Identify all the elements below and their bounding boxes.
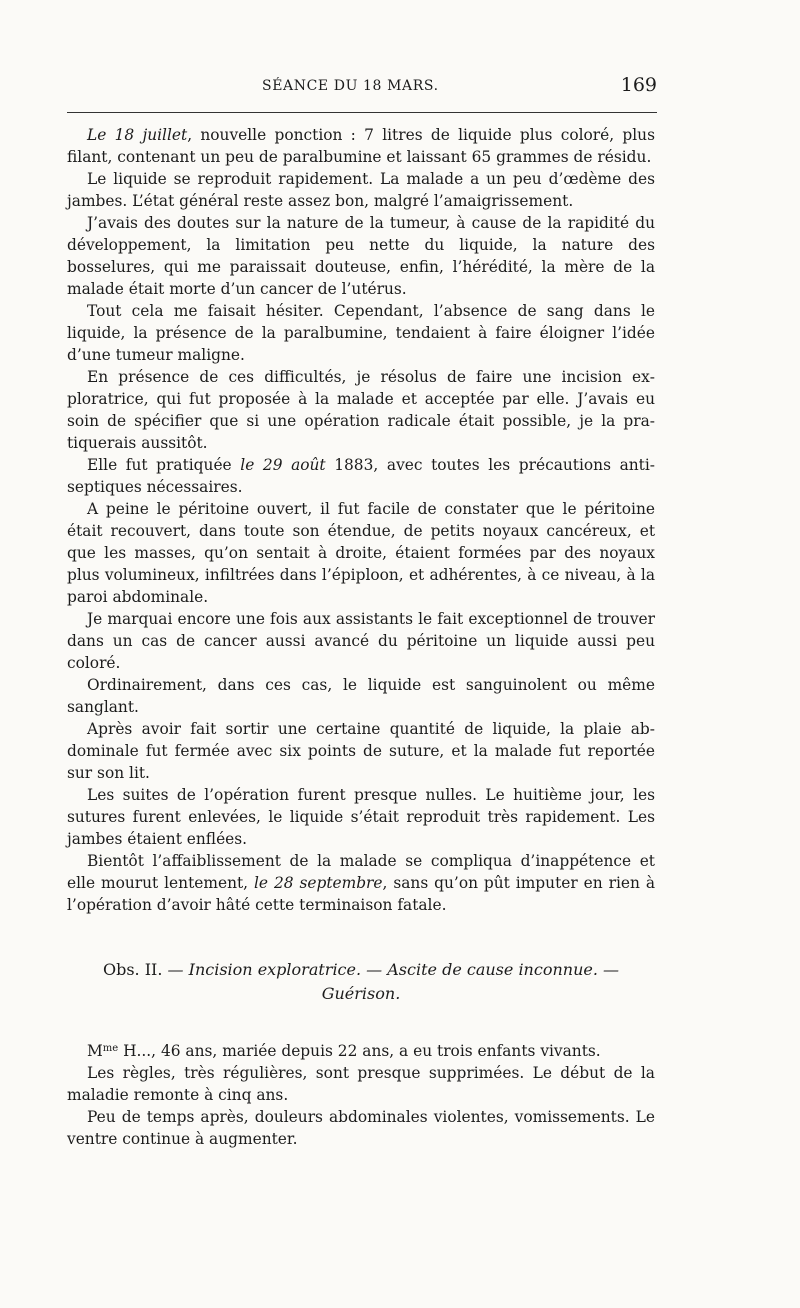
page-number: 169 xyxy=(620,74,657,96)
paragraph-text: Elle fut pratiquée xyxy=(87,456,241,474)
observation-label: Obs. II. xyxy=(102,960,163,979)
paragraph-ponction xyxy=(67,124,655,168)
page-header xyxy=(67,74,657,104)
paragraph-suites: Les suites de l’opération furent presque nulles. Le huitième jour, les sutures furent enlevées, le liquide s’était reproduit très rapidement. Les jambes étaient enflées. xyxy=(67,786,655,848)
paragraph-reproduction: Le liquide se reproduit rapidement. La malade a un peu d’œdème des jambes. L’état général reste assez bon, malgré l’amaigrissement. xyxy=(67,170,655,210)
case-paragraph-patient xyxy=(67,1040,655,1062)
paragraph-text: H..., 46 ans, mariée depuis 22 ans, a eu trois enfants vivants. xyxy=(118,1042,601,1060)
observation-heading xyxy=(67,958,655,1006)
paragraph-peritoine: A peine le péritoine ouvert, il fut facile de constater que le péritoine était recouvert, dans toute son étendue, de petits noyaux cancéreux, et que les masses, qu’on sentait à droite, étaient formées par des noyaux plus volumineux, infiltrées dans l’épiploon, et adhérentes, à ce niveau, à la paroi abdominale. xyxy=(67,500,655,606)
paragraph-doutes: J’avais des doutes sur la nature de la tumeur, à cause de la rapidité du développement, la limitation peu nette du liquide, la nature des bosselures, qui me paraissait douteuse, enfin, l’hérédité, la mère de la malade était morte d’un cancer de l’utérus. xyxy=(67,214,655,298)
paragraph-affaiblissement xyxy=(67,850,655,916)
case-paragraph-douleurs: Peu de temps après, douleurs abdominales violentes, vomissements. Le ventre continue à augmenter. xyxy=(67,1108,655,1148)
paragraph-pratiquee xyxy=(67,454,655,498)
date-29-aout: le 29 août xyxy=(240,456,326,474)
observation-title: — Incision exploratrice. — Ascite de cause inconnue. — xyxy=(167,960,620,979)
case-prefix-superscript: me xyxy=(102,1043,119,1054)
paragraph-text: 1883, avec toutes les précautions antiseptiques nécessaires. xyxy=(67,456,655,496)
document-body xyxy=(67,124,655,1150)
header-rule xyxy=(67,112,657,113)
paragraph-text: , nouvelle ponction : 7 litres de liquide plus coloré, plus filant, contenant un peu de paralbumine et laissant 65 grammes de résidu. xyxy=(67,126,655,166)
observation-subtitle: Guérison. xyxy=(321,984,401,1003)
date-28-septembre: le 28 septembre xyxy=(254,874,383,892)
case-prefix: M xyxy=(87,1042,103,1060)
running-head: SÉANCE DU 18 MARS. xyxy=(262,78,439,94)
paragraph-suture: Après avoir fait sortir une certaine quantité de liquide, la plaie abdominale fut fermée avec six points de suture, et la malade fut reportée sur son lit. xyxy=(67,720,655,782)
paragraph-assistants: Je marquai encore une fois aux assistants le fait exceptionnel de trouver dans un cas de cancer aussi avancé du péritoine un liquide aussi peu coloré. xyxy=(67,610,655,672)
paragraph-hesitation: Tout cela me faisait hésiter. Cependant, l’absence de sang dans le liquide, la présence de la paralbumine, tendaient à faire éloigner l’idée d’une tumeur maligne. xyxy=(67,302,655,364)
paragraph-incision: En présence de ces difficultés, je résolus de faire une incision exploratrice, qui fut proposée à la malade et acceptée par elle. J’avais eu soin de spécifier que si une opération radicale était possible, je la pratiquerais aussitôt. xyxy=(67,368,655,452)
paragraph-text: , sans qu’on pût imputer en rien à l’opération d’avoir hâté cette terminaison fatale. xyxy=(67,874,655,914)
paragraph-text: Bientôt l’affaiblissement de la malade se compliqua d’inappétence et elle mourut lentement, xyxy=(67,852,655,892)
paragraph-ordinairement: Ordinairement, dans ces cas, le liquide est sanguinolent ou même sanglant. xyxy=(67,676,655,716)
case-paragraph-regles: Les règles, très régulières, sont presque supprimées. Le début de la maladie remonte à cinq ans. xyxy=(67,1064,655,1104)
date-18-juillet: Le 18 juillet xyxy=(87,126,188,144)
